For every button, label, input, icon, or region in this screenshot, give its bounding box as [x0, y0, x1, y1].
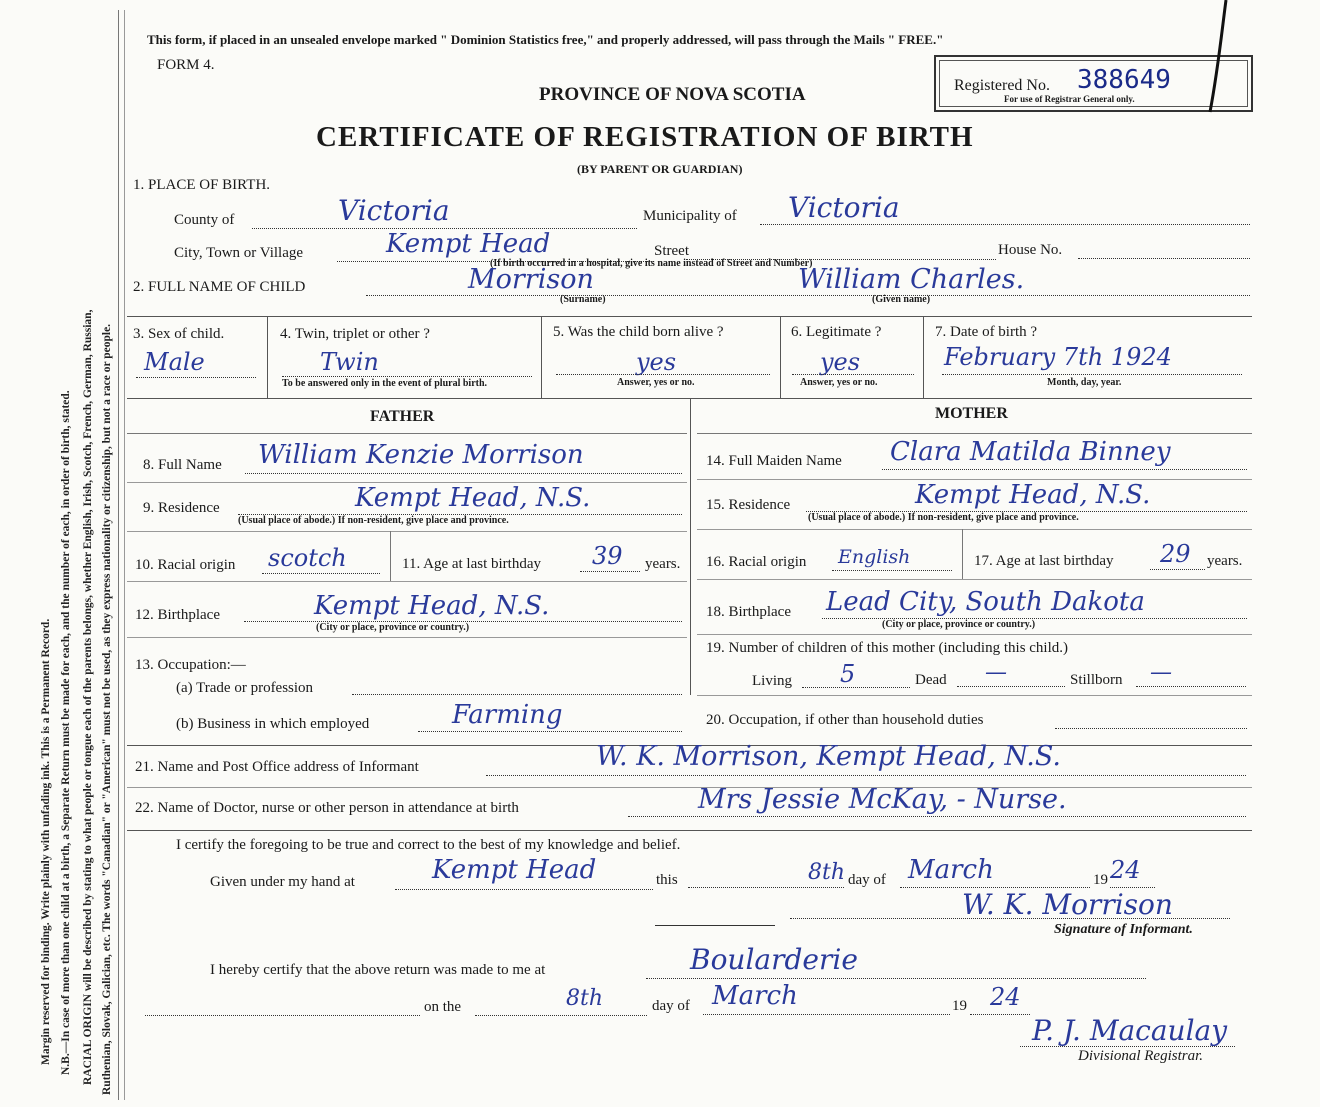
mother-birthplace-label: 18. Birthplace [706, 604, 791, 620]
given-under-label: Given under my hand at [210, 874, 355, 890]
father-heading: FATHER [370, 408, 435, 425]
father-birthplace-note: (City or place, province or country.) [316, 622, 470, 633]
mother-racial-label: 16. Racial origin [706, 554, 807, 570]
mother-name-value: Clara Matilda Binney [890, 437, 1171, 467]
certification-day-label: day of [848, 872, 886, 888]
certification-statement: I certify the foregoing to be true and correct to the best of my knowledge and belief. [176, 837, 681, 853]
attendant-value: Mrs Jessie McKay, - Nurse. [698, 784, 1067, 815]
margin-note-binding: Margin reserved for binding. Write plainly with unfading ink. This is a Permanent Record. [40, 618, 52, 1065]
mother-residence-label: 15. Residence [706, 497, 791, 513]
father-residence-note: (Usual place of abode.) If non-resident, give place and province. [238, 515, 509, 526]
living-value: 5 [840, 660, 856, 688]
father-name-label: 8. Full Name [143, 457, 222, 473]
mother-residence-note: (Usual place of abode.) If non-resident, give place and province. [808, 512, 1079, 523]
dob-value: February 7th 1924 [944, 343, 1172, 371]
mother-age-label: 17. Age at last birthday [974, 553, 1114, 569]
surname-note: (Surname) [560, 294, 606, 305]
alive-note: Answer, yes or no. [617, 377, 695, 388]
registrar-note: For use of Registrar General only. [1004, 94, 1135, 104]
certification-year-prefix: 19 [1093, 872, 1108, 888]
surname-value: Morrison [468, 264, 594, 295]
father-residence-value: Kempt Head, N.S. [355, 483, 591, 513]
father-birthplace-label: 12. Birthplace [135, 607, 220, 623]
signature-of-informant-label: Signature of Informant. [1054, 922, 1193, 937]
dead-label: Dead [915, 672, 947, 688]
informant-value: W. K. Morrison, Kempt Head, N.S. [596, 741, 1061, 772]
place-heading: 1. PLACE OF BIRTH. [133, 177, 271, 193]
sex-value: Male [144, 348, 205, 376]
dob-note: Month, day, year. [1047, 377, 1122, 388]
given-name-value: William Charles. [798, 264, 1025, 295]
city-label: City, Town or Village [174, 245, 304, 261]
registrar-place-value: Boularderie [690, 943, 858, 976]
mother-residence-value: Kempt Head, N.S. [915, 480, 1151, 510]
registered-number: 388649 [1077, 65, 1171, 95]
pen-stroke-mark [1196, 0, 1236, 120]
alive-label: 5. Was the child born alive ? [553, 324, 724, 340]
registrar-statement: I hereby certify that the above return was made to me at [210, 962, 546, 978]
registrar-signature: P. J. Macaulay [1032, 1014, 1228, 1047]
certificate-subtitle: (BY PARENT OR GUARDIAN) [577, 162, 743, 176]
margin-note-racial-origin: RACIAL ORIGIN will be described by stating to what people or tongue each of the parents belongs, whether English, Irish, Scotch, French, German, Russian, [82, 309, 94, 1085]
registrar-month-value: March [712, 981, 798, 1011]
mother-years: years. [1207, 553, 1243, 569]
stillborn-value: — [1150, 660, 1172, 685]
children-label: 19. Number of children of this mother (including this child.) [706, 640, 1069, 656]
dead-value: — [985, 660, 1007, 685]
legit-label: 6. Legitimate ? [791, 324, 882, 340]
mail-notice: This form, if placed in an unsealed envelope marked " Dominion Statistics free," and properly addressed, will pass through the Mails " FREE." [147, 32, 944, 47]
father-racial-value: scotch [268, 544, 347, 572]
twin-note: To be answered only in the event of plural birth. [282, 378, 488, 389]
certification-day-value: 8th [808, 860, 846, 885]
registered-label: Registered No. [954, 77, 1050, 94]
county-value: Victoria [338, 194, 450, 227]
registrar-year-value: 24 [990, 983, 1021, 1011]
father-residence-label: 9. Residence [143, 500, 220, 516]
mother-age-value: 29 [1160, 540, 1191, 568]
street-label: Street [654, 243, 689, 259]
business-value: Farming [452, 700, 563, 730]
twin-label: 4. Twin, triplet or other ? [280, 326, 430, 342]
mother-occupation-label: 20. Occupation, if other than household duties [706, 712, 984, 728]
margin-note-multiple-births: N.B.—In case of more than one child at a birth, a Separate Return must be made for each, and the number of each, in order of birth, stated. [60, 390, 72, 1075]
informant-signature: W. K. Morrison [962, 888, 1173, 921]
registrar-day-value: 8th [566, 986, 604, 1011]
given-name-note: (Given name) [872, 294, 931, 305]
father-name-value: William Kenzie Morrison [258, 440, 584, 470]
municipality-label: Municipality of [643, 208, 737, 224]
father-occupation-label: 13. Occupation:— [135, 657, 246, 673]
registrar-day-label: day of [652, 998, 690, 1014]
mother-birthplace-note: (City or place, province or country.) [882, 619, 1036, 630]
province-heading: PROVINCE OF NOVA SCOTIA [539, 84, 806, 105]
city-value: Kempt Head [386, 229, 551, 259]
hospital-note: (If birth occurred in a hospital, give its name instead of Street and Number) [490, 258, 813, 269]
business-label: (b) Business in which employed [176, 716, 370, 732]
mother-heading: MOTHER [935, 405, 1008, 422]
mother-racial-value: English [838, 546, 911, 568]
municipality-value: Victoria [788, 191, 900, 224]
margin-note-racial-origin-cont: Ruthenian, Slovak, Galician, etc. The words "Canadian" or "American" must not be used, as they express nationality or citizenship, but not a race or people. [101, 323, 113, 1095]
living-label: Living [752, 673, 792, 689]
legit-note: Answer, yes or no. [800, 377, 878, 388]
twin-value: Twin [320, 348, 379, 376]
registrar-year-prefix: 19 [952, 998, 967, 1014]
father-age-value: 39 [592, 542, 623, 570]
certification-year-value: 24 [1110, 856, 1141, 884]
certificate-title: CERTIFICATE OF REGISTRATION OF BIRTH [316, 121, 974, 153]
given-place-value: Kempt Head [432, 855, 597, 885]
mother-name-label: 14. Full Maiden Name [706, 453, 842, 469]
mother-birthplace-value: Lead City, South Dakota [826, 587, 1145, 617]
margin-rule-inner [124, 10, 125, 1100]
attendant-label: 22. Name of Doctor, nurse or other person in attendance at birth [135, 800, 519, 816]
father-age-label: 11. Age at last birthday [402, 556, 541, 572]
margin-rule [118, 10, 119, 1100]
house-label: House No. [998, 242, 1063, 258]
alive-value: yes [636, 348, 677, 376]
trade-label: (a) Trade or profession [176, 680, 314, 696]
informant-label: 21. Name and Post Office address of Informant [135, 759, 419, 775]
legit-value: yes [820, 348, 861, 376]
dob-label: 7. Date of birth ? [935, 324, 1038, 340]
father-years: years. [645, 556, 681, 572]
child-name-label: 2. FULL NAME OF CHILD [133, 279, 306, 295]
father-racial-label: 10. Racial origin [135, 557, 236, 573]
registrar-on-the: on the [424, 999, 462, 1015]
form-number: FORM 4. [157, 57, 215, 73]
stillborn-label: Stillborn [1070, 672, 1123, 688]
certification-month-value: March [908, 855, 994, 885]
this-label: this [656, 872, 678, 888]
father-birthplace-value: Kempt Head, N.S. [314, 591, 550, 621]
divisional-registrar-label: Divisional Registrar. [1078, 1048, 1204, 1064]
sex-label: 3. Sex of child. [133, 326, 225, 342]
county-label: County of [174, 212, 235, 228]
